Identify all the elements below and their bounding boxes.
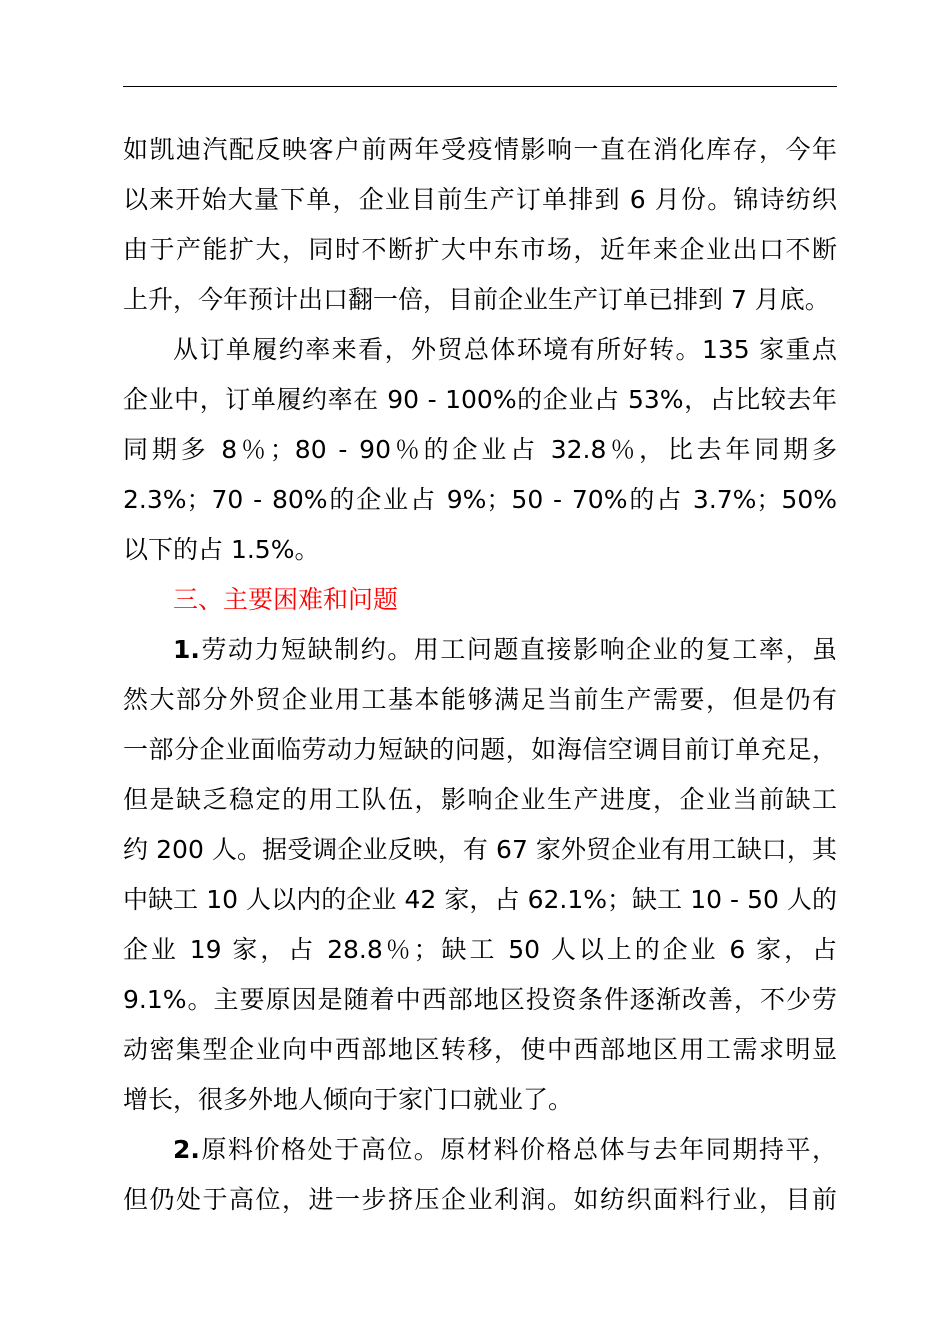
- text-line: 从订单履约率来看，外贸总体环境有所好转。135 家重点: [173, 335, 837, 364]
- text-line: 以来开始大量下单，企业目前生产订单排到 6 月份。锦诗纺织: [123, 185, 837, 214]
- text-line: 企业 19 家，占 28.8％；缺工 50 人以上的企业 6 家，占: [123, 935, 837, 964]
- text-line: 上升，今年预计出口翻一倍，目前企业生产订单已排到 7 月底。: [123, 285, 830, 314]
- text-line: 中缺工 10 人以内的企业 42 家，占 62.1%；缺工 10 - 50 人的: [123, 885, 837, 914]
- section-heading: 三、主要困难和问题: [173, 585, 399, 614]
- item-number: 1.: [173, 635, 200, 664]
- text-line: 以下的占 1.5%。: [123, 535, 320, 564]
- text-line: 一部分企业面临劳动力短缺的问题，如海信空调目前订单充足，: [123, 735, 837, 764]
- text-line: 但是缺乏稳定的用工队伍，影响企业生产进度，企业当前缺工: [123, 785, 837, 814]
- text-line: 企业中，订单履约率在 90 - 100%的企业占 53%，占比较去年: [123, 385, 837, 414]
- text-line: 同期多 8％；80 - 90％的企业占 32.8％，比去年同期多: [123, 435, 837, 464]
- text-line: 9.1%。主要原因是随着中西部地区投资条件逐渐改善，不少劳: [123, 985, 837, 1014]
- text-line: 由于产能扩大，同时不断扩大中东市场，近年来企业出口不断: [123, 235, 837, 264]
- list-item-2: [173, 1125, 837, 1175]
- text-line: 如凯迪汽配反映客户前两年受疫情影响一直在消化库存，今年: [123, 135, 837, 164]
- list-item-1: [173, 625, 837, 675]
- text-line: 动密集型企业向中西部地区转移，使中西部地区用工需求明显: [123, 1035, 837, 1064]
- text-line: 但仍处于高位，进一步挤压企业利润。如纺织面料行业，目前: [123, 1185, 837, 1214]
- item-number: 2.: [173, 1135, 200, 1164]
- header-rule: [123, 86, 837, 87]
- text-line: 增长，很多外地人倾向于家门口就业了。: [123, 1085, 574, 1114]
- text-line: 然大部分外贸企业用工基本能够满足当前生产需要，但是仍有: [123, 685, 837, 714]
- text-line: 2.3%；70 - 80%的企业占 9%；50 - 70%的占 3.7%；50%: [123, 485, 837, 514]
- text-line: 原料价格处于高位。原材料价格总体与去年同期持平，: [199, 1135, 837, 1164]
- text-line: 劳动力短缺制约。用工问题直接影响企业的复工率，虽: [199, 635, 837, 664]
- text-line: 约 200 人。据受调企业反映，有 67 家外贸企业有用工缺口，其: [123, 835, 837, 864]
